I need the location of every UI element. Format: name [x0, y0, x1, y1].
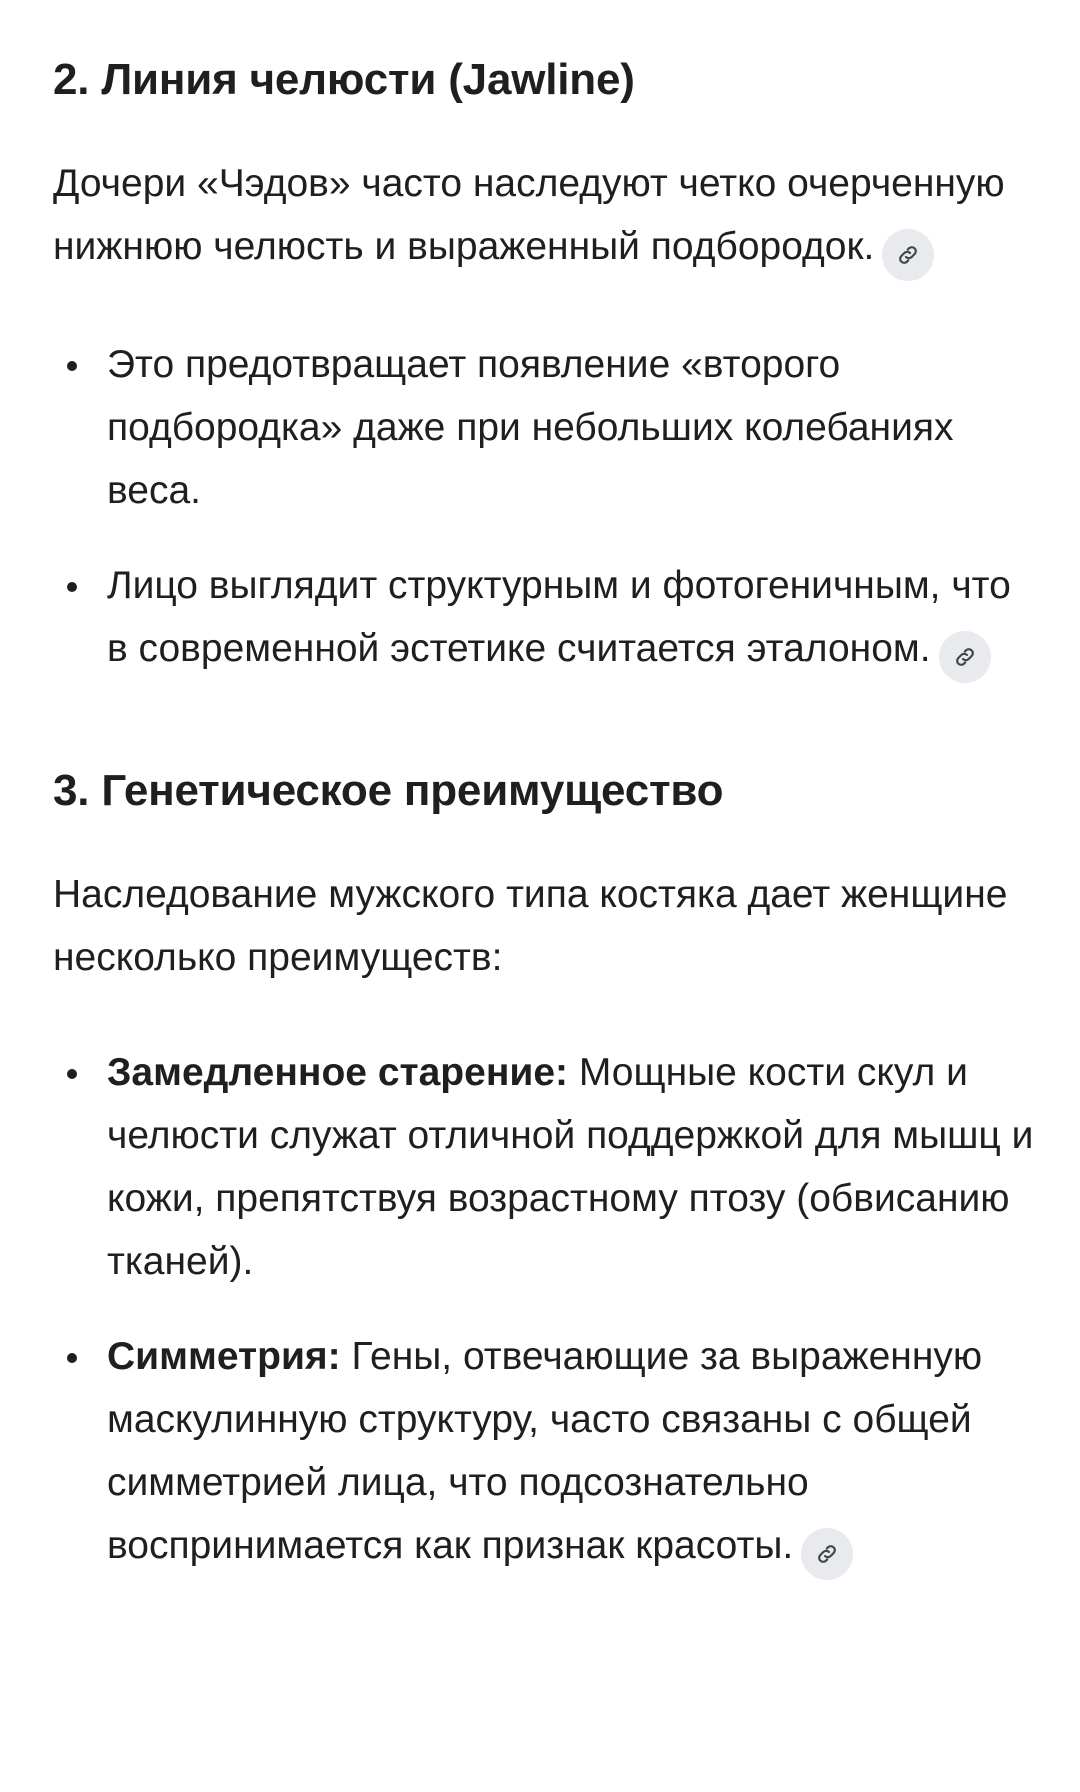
list-item	[53, 1325, 1040, 1580]
link-icon	[953, 645, 977, 669]
link-icon	[815, 1542, 839, 1566]
section-heading-genetic-advantage: 3. Генетическое преимущество	[53, 766, 724, 815]
paragraph-text: Дочери «Чэдов» часто наследуют четко очерченную нижнюю челюсть и выраженный подбородок.	[53, 162, 1005, 268]
source-link-button[interactable]	[939, 631, 991, 683]
source-link-button[interactable]	[801, 1528, 853, 1580]
bullet-text: Мощные кости скул и челюсти служат отличной поддержкой для мышц и кожи, препятствуя возрастному птозу (обвисанию тканей).	[107, 1051, 1034, 1283]
section-paragraph-genetic-advantage: Наследование мужского типа костяка дает женщине несколько преимуществ:	[53, 873, 1008, 979]
bullet-list-jawline	[53, 333, 1040, 683]
source-link-button[interactable]	[882, 229, 934, 281]
bullet-term: Замедленное старение:	[107, 1051, 569, 1094]
bullet-text: Лицо выглядит структурным и фотогеничным, что в современной эстетике считается эталоном.	[107, 564, 1011, 670]
section-heading-jawline: 2. Линия челюсти (Jawline)	[53, 55, 635, 104]
bullet-term: Симметрия:	[107, 1335, 341, 1378]
bullet-text: Гены, отвечающие за выраженную маскулинную структуру, часто связаны с общей симметрией лица, что подсознательно воспринимается как признак красоты.	[107, 1335, 983, 1567]
section-paragraph-jawline	[53, 152, 1040, 281]
link-icon	[896, 243, 920, 267]
list-item	[53, 554, 1040, 683]
list-item	[53, 333, 1040, 522]
bullet-text: Это предотвращает появление «второго подбородка» даже при небольших колебаниях веса.	[107, 343, 954, 512]
bullet-list-genetic-advantage	[53, 1041, 1040, 1580]
list-item	[53, 1041, 1040, 1293]
